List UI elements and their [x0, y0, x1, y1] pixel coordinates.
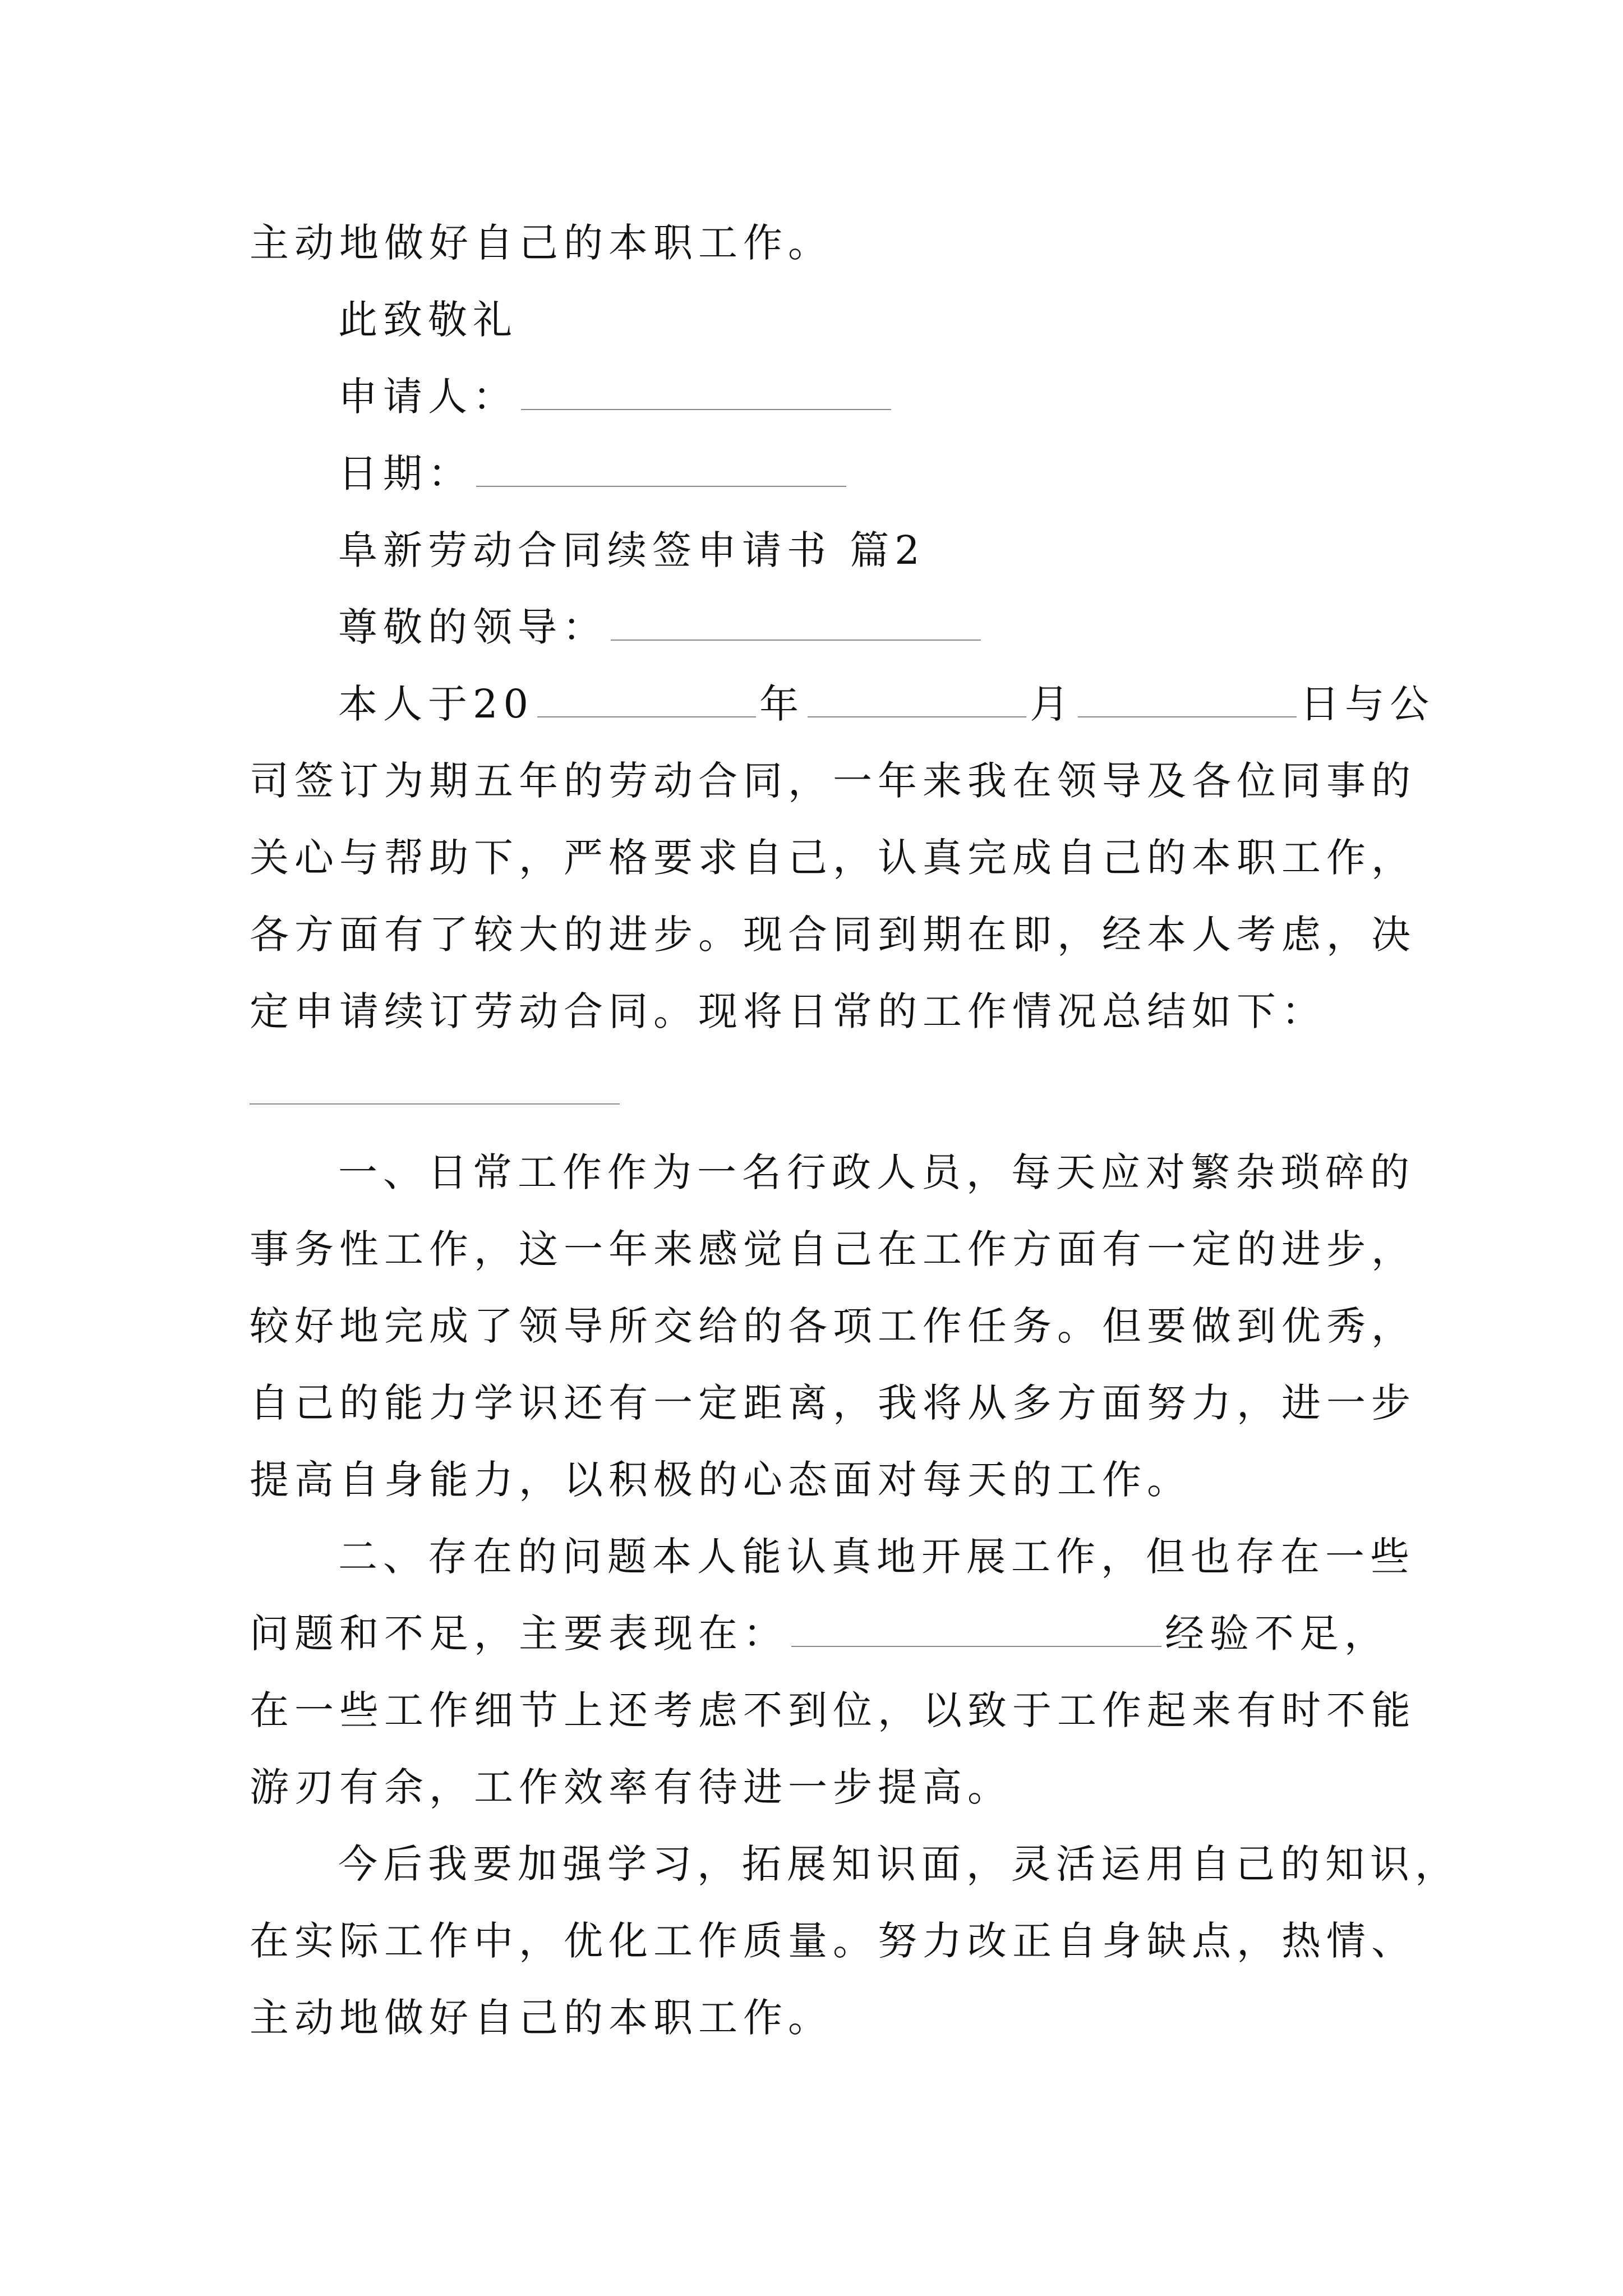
paragraph-line: 在一些工作细节上还考虑不到位，以致于工作起来有时不能 [250, 1687, 1416, 1733]
greeting-label: 尊敬的领导： [338, 604, 607, 650]
paragraph-line: 今后我要加强学习，拓展知识面，灵活运用自己的知识， [338, 1841, 1460, 1887]
paragraph-line: 一、日常工作作为一名行政人员，每天应对繁杂琐碎的 [338, 1149, 1415, 1195]
paragraph-line: 各方面有了较大的进步。现合同到期在即，经本人考虑，决 [250, 912, 1416, 958]
applicant-blank [521, 375, 891, 410]
paragraph-line: 在实际工作中，优化工作质量。努力改正自身缺点，热情、 [250, 1918, 1416, 1964]
date-line [338, 445, 850, 501]
problem-label: 问题和不足，主要表现在： [250, 1611, 788, 1657]
month-blank [808, 683, 1026, 717]
paragraph-line: 自己的能力学识还有一定距离，我将从多方面努力，进一步 [250, 1380, 1416, 1426]
contract-date-line [338, 676, 1435, 732]
paragraph-line: 关心与帮助下，严格要求自己，认真完成自己的本职工作， [250, 835, 1416, 881]
year-blank [537, 683, 756, 717]
date-label: 日期： [338, 450, 473, 496]
paragraph-line: 游刃有余，工作效率有待进一步提高。 [250, 1764, 1012, 1810]
separator-rule [250, 1103, 620, 1105]
paragraph-line: 司签订为期五年的劳动合同，一年来我在领导及各位同事的 [250, 758, 1416, 804]
section-title: 阜新劳动合同续签申请书 篇2 [338, 527, 925, 573]
contract-year-prefix: 本人于20 [338, 681, 534, 727]
paragraph-line: 主动地做好自己的本职工作。 [250, 1995, 833, 2041]
paragraph-line: 提高自身能力，以积极的心态面对每天的工作。 [250, 1457, 1192, 1503]
day-blank [1078, 683, 1297, 717]
date-blank [476, 452, 846, 487]
month-label: 月 [1030, 681, 1075, 727]
day-label: 日与公 [1300, 681, 1435, 727]
applicant-line [338, 369, 895, 425]
problem-line [250, 1605, 1389, 1662]
problem-suffix: 经验不足， [1165, 1611, 1389, 1657]
paragraph-line: 二、存在的问题本人能认真地开展工作，但也存在一些 [338, 1534, 1415, 1580]
greeting-blank [611, 606, 981, 641]
applicant-label: 申请人： [338, 374, 518, 420]
greeting-line [338, 599, 984, 655]
year-label: 年 [759, 681, 805, 727]
paragraph-line: 定申请续订劳动合同。现将日常的工作情况总结如下： [250, 988, 1326, 1034]
paragraph-line: 事务性工作，这一年来感觉自己在工作方面有一定的进步， [250, 1226, 1416, 1272]
paragraph-line: 主动地做好自己的本职工作。 [250, 220, 833, 266]
problem-blank [791, 1612, 1161, 1647]
closing-salutation: 此致敬礼 [338, 297, 518, 343]
paragraph-line: 较好地完成了领导所交给的各项工作任务。但要做到优秀， [250, 1303, 1416, 1349]
